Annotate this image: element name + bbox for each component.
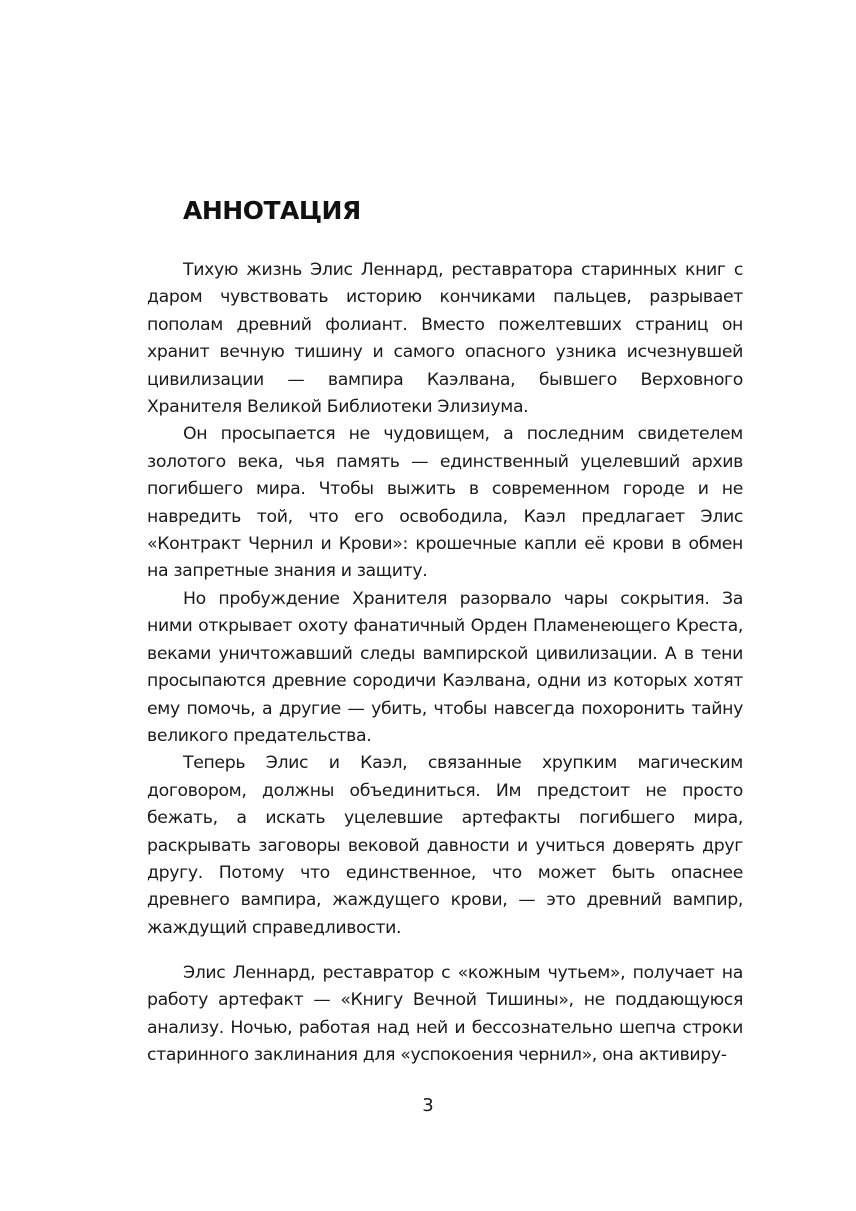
synopsis-text xyxy=(147,960,743,1070)
page-number: 3 xyxy=(422,1095,434,1116)
paragraph: Но пробуждение Хранителя разорвало чары сокрытия. За ними открывает охоту фанатичный Орден Пламенеющего Креста, веками уничтожавший следы вампирской цивилизации. А в тени просыпаются древние сородичи Каэлвана, одни из которых хотят ему помочь, а другие — убить, чтобы навсегда похоронить тайну великого предательства. xyxy=(147,588,743,746)
paragraph: Теперь Элис и Каэл, связанные хрупким магическим договором, должны объединиться. Им предстоит не просто бежать, а искать уцелевшие артефакты погибшего мира, раскрывать заговоры вековой давности и учиться доверять друг другу. Потому что единственное, что может быть опаснее древнего вампира, жаждущего крови, — это древний вампир, жаждущий справедливости. xyxy=(147,753,743,938)
paragraph: Он просыпается не чудовищем, а последним свидетелем золотого века, чья память — единственный уцелевший архив погибшего мира. Чтобы выжить в современном городе и не навредить той, что его освободила, Каэл предлагает Элис «Контракт Чернил и Крови»: крошечные капли её крови в обмен на запретные знания и защиту. xyxy=(147,424,743,582)
annotation-text xyxy=(147,257,743,942)
annotation-heading: АННОТАЦИЯ xyxy=(183,196,361,225)
paragraph: Элис Леннард, реставратор с «кожным чутьем», получает на работу артефакт — «Книгу Вечной Тишины», не поддающуюся анализу. Ночью, работая над ней и бессознательно шепча строки старинного заклинания для «успокоения чернил», она активиру- xyxy=(147,963,743,1066)
paragraph: Тихую жизнь Элис Леннард, реставратора старинных книг с даром чувствовать историю кончиками пальцев, разрывает пополам древний фолиант. Вместо пожелтевших страниц он хранит вечную тишину и самого опасного узника исчезнувшей цивилизации — вампира Каэлвана, бывшего Верховного Хранителя Великой Библиотеки Элизиума. xyxy=(147,260,743,418)
